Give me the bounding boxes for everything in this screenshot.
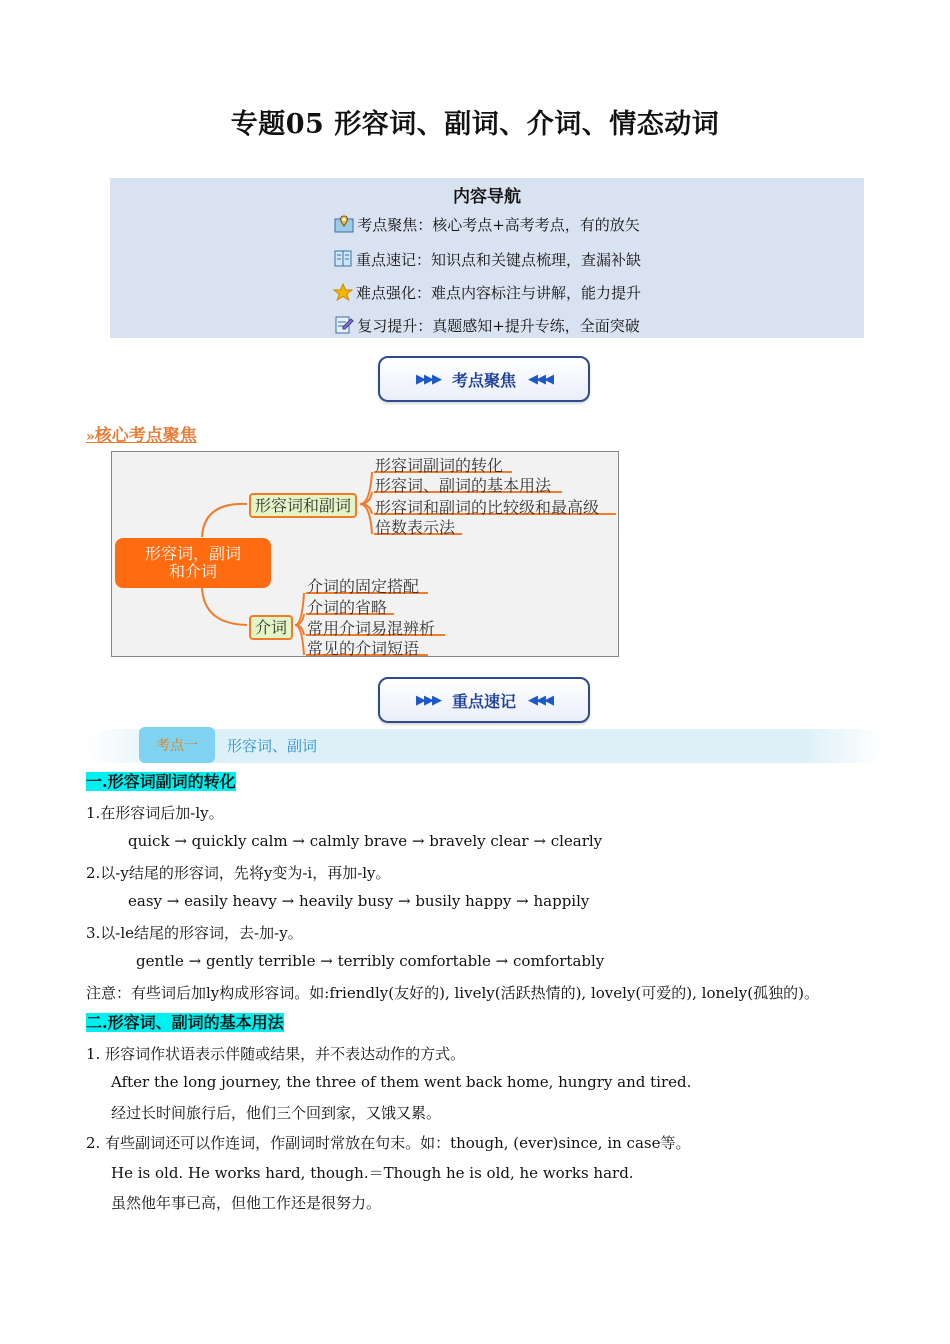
nav-row-focus [110,214,864,235]
mind-map-leaf: 倍数表示法 [375,518,456,537]
mind-map-root: 形容词，副词和介词 [115,538,271,588]
core-section-title [86,421,197,446]
focus-banner [378,356,590,402]
rule-line: 2.以-y结尾的形容词，先将y变为-i，再加-ly。 [86,864,391,882]
mind-map-leaf: 形容词和副词的比较级和最高级 [375,498,600,517]
nav-row-text: 考点聚焦：核心考点+高考考点，有的放矢 [357,216,640,234]
rule-line: 1.在形容词后加-ly。 [86,804,224,822]
mind-map-leaf: 常用介词易混辨析 [307,619,436,638]
note-line: 注意：有些词后加ly构成形容词。如:friendly(友好的), lively(活跃热情的), lovely(可爱的), lonely(孤独的)。 [86,984,819,1002]
nav-row-review [110,315,864,336]
example-line: After the long journey, the three of them went back home, hungry and tired. [111,1073,692,1091]
translation-line: 经过长时间旅行后，他们三个回到家，又饿又累。 [111,1104,442,1122]
map-pin-icon [334,215,354,233]
kaodian-tab: 考点一 [139,727,215,763]
nav-row-text: 难点强化：难点内容标注与讲解，能力提升 [355,284,641,302]
nav-row-text: 重点速记：知识点和关键点梳理，查漏补缺 [355,251,641,269]
focus-banner-label: 考点聚焦 [451,370,516,390]
arrow-right-icon: ▶▶▶ [415,371,440,387]
book-icon [333,250,353,268]
nav-row-memo [110,249,864,270]
nav-row-difficulty [110,282,864,303]
example-line: gentle → gently terrible → terribly comfortable → comfortably [136,952,605,970]
section1-heading: 一.形容词副词的转化 [86,772,236,791]
content-nav-box [110,178,864,338]
mind-map-branch-adj-adv: 形容词和副词 [249,493,357,518]
mind-map-leaf: 形容词、副词的基本用法 [375,476,552,495]
memo-banner [378,677,590,723]
rule-line: 1. 形容词作状语表示伴随或结果，并不表达动作的方式。 [86,1045,466,1063]
mind-map-leaf: 形容词副词的转化 [375,456,504,475]
edit-note-icon [334,316,354,334]
example-line: quick → quickly calm → calmly brave → bravely clear → clearly [128,832,603,850]
core-title-text: 核心考点聚焦 [94,426,197,446]
rule-line: 2. 有些副词还可以作连词，作副词时常放在句末。如：though, (ever)since, in case等。 [86,1134,691,1152]
rule-line: 3.以-le结尾的形容词，去-加-y。 [86,924,303,942]
mind-map-leaf: 介词的固定搭配 [307,577,420,596]
nav-heading: 内容导航 [453,187,521,207]
section2-heading: 二.形容词、副词的基本用法 [86,1013,284,1032]
nav-row-text: 复习提升：真题感知+提升专练，全面突破 [357,317,640,335]
arrow-right-icon: ▶▶▶ [415,692,440,708]
mind-map-leaf: 常见的介词短语 [307,639,420,658]
mind-map-leaf: 介词的省略 [307,598,388,617]
example-line: He is old. He works hard, though.＝Though he is old, he works hard. [111,1164,634,1182]
arrow-left-icon: ◀◀◀ [528,692,552,708]
mind-map-branch-prep: 介词 [249,615,293,640]
double-chevron-icon: » [86,429,95,445]
kaodian-label: 形容词、副词 [227,737,318,755]
translation-line: 虽然他年事已高，但他工作还是很努力。 [111,1194,382,1212]
star-icon [333,283,353,301]
memo-banner-label: 重点速记 [451,691,516,711]
example-line: easy → easily heavy → heavily busy → busily happy → happily [128,892,590,910]
arrow-left-icon: ◀◀◀ [528,371,552,387]
mind-map [111,451,619,657]
page-title: 专题05 形容词、副词、介词、情态动词 [230,109,720,140]
